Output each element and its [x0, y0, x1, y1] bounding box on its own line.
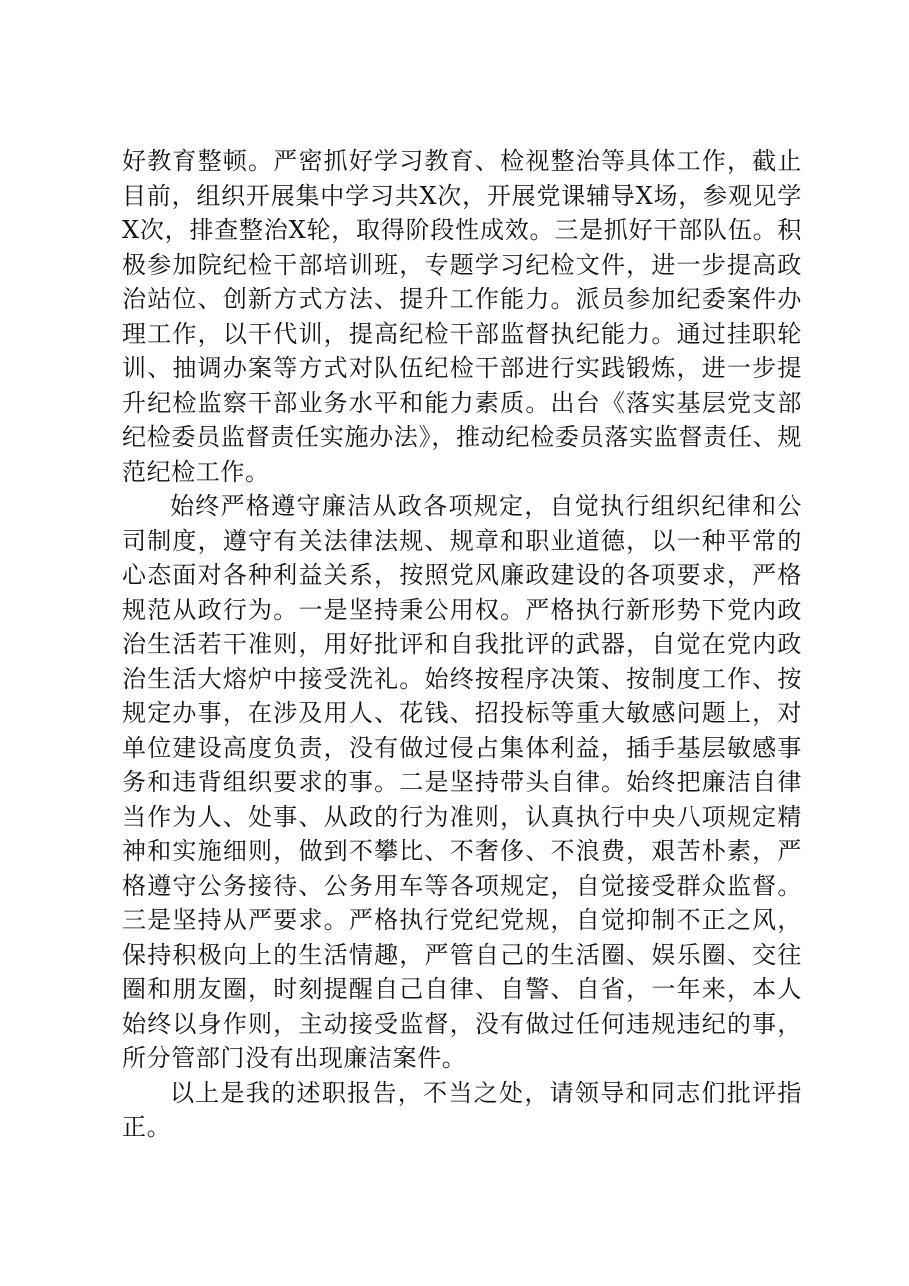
document-body — [122, 144, 802, 1145]
paragraph-closing: 以上是我的述职报告，不当之处，请领导和同志们批评指正。 — [122, 1078, 802, 1141]
paragraph-continuation: 好教育整顿。严密抓好学习教育、检视整治等具体工作，截止目前，组织开展集中学习共X次，开展党课辅导X场，参观见学X次，排查整治X轮，取得阶段性成效。三是抓好干部队伍。积极参加院纪检干部培训班，专题学习纪检文件，进一步提高政治站位、创新方式方法、提升工作能力。派员参加纪委案件办理工作，以干代训，提高纪检干部监督执纪能力。通过挂职轮训、抽调办案等方式对队伍纪检干部进行实践锻炼，进一步提升纪检监察干部业务水平和能力素质。出台《落实基层党支部纪检委员监督责任实施办法》，推动纪检委员落实监督责任、规范纪检工作。 — [122, 147, 802, 486]
paragraph-integrity: 始终严格遵守廉洁从政各项规定，自觉执行组织纪律和公司制度，遵守有关法律法规、规章和职业道德，以一种平常的心态面对各种利益关系，按照党风廉政建设的各项要求，严格规范从政行为。一是坚持秉公用权。严格执行新形势下党内政治生活若干准则，用好批评和自我批评的武器，自觉在党内政治生活大熔炉中接受洗礼。始终按程序决策、按制度工作、按规定办事，在涉及用人、花钱、招投标等重大敏感问题上，对单位建设高度负责，没有做过侵占集体利益，插手基层敏感事务和违背组织要求的事。二是坚持带头自律。始终把廉洁自律当作为人、处事、从政的行为准则，认真执行中央八项规定精神和实施细则，做到不攀比、不奢侈、不浪费，艰苦朴素，严格遵守公务接待、公务用车等各项规定，自觉接受群众监督。三是坚持从严要求。严格执行党纪党规，自觉抑制不正之风，保持积极向上的生活情趣，严管自己的生活圈、娱乐圈、交往圈和朋友圈，时刻提醒自己自律、自警、自省，一年来，本人始终以身作则，主动接受监督，没有做过任何违规违纪的事，所分管部门没有出现廉洁案件。 — [122, 492, 802, 1072]
